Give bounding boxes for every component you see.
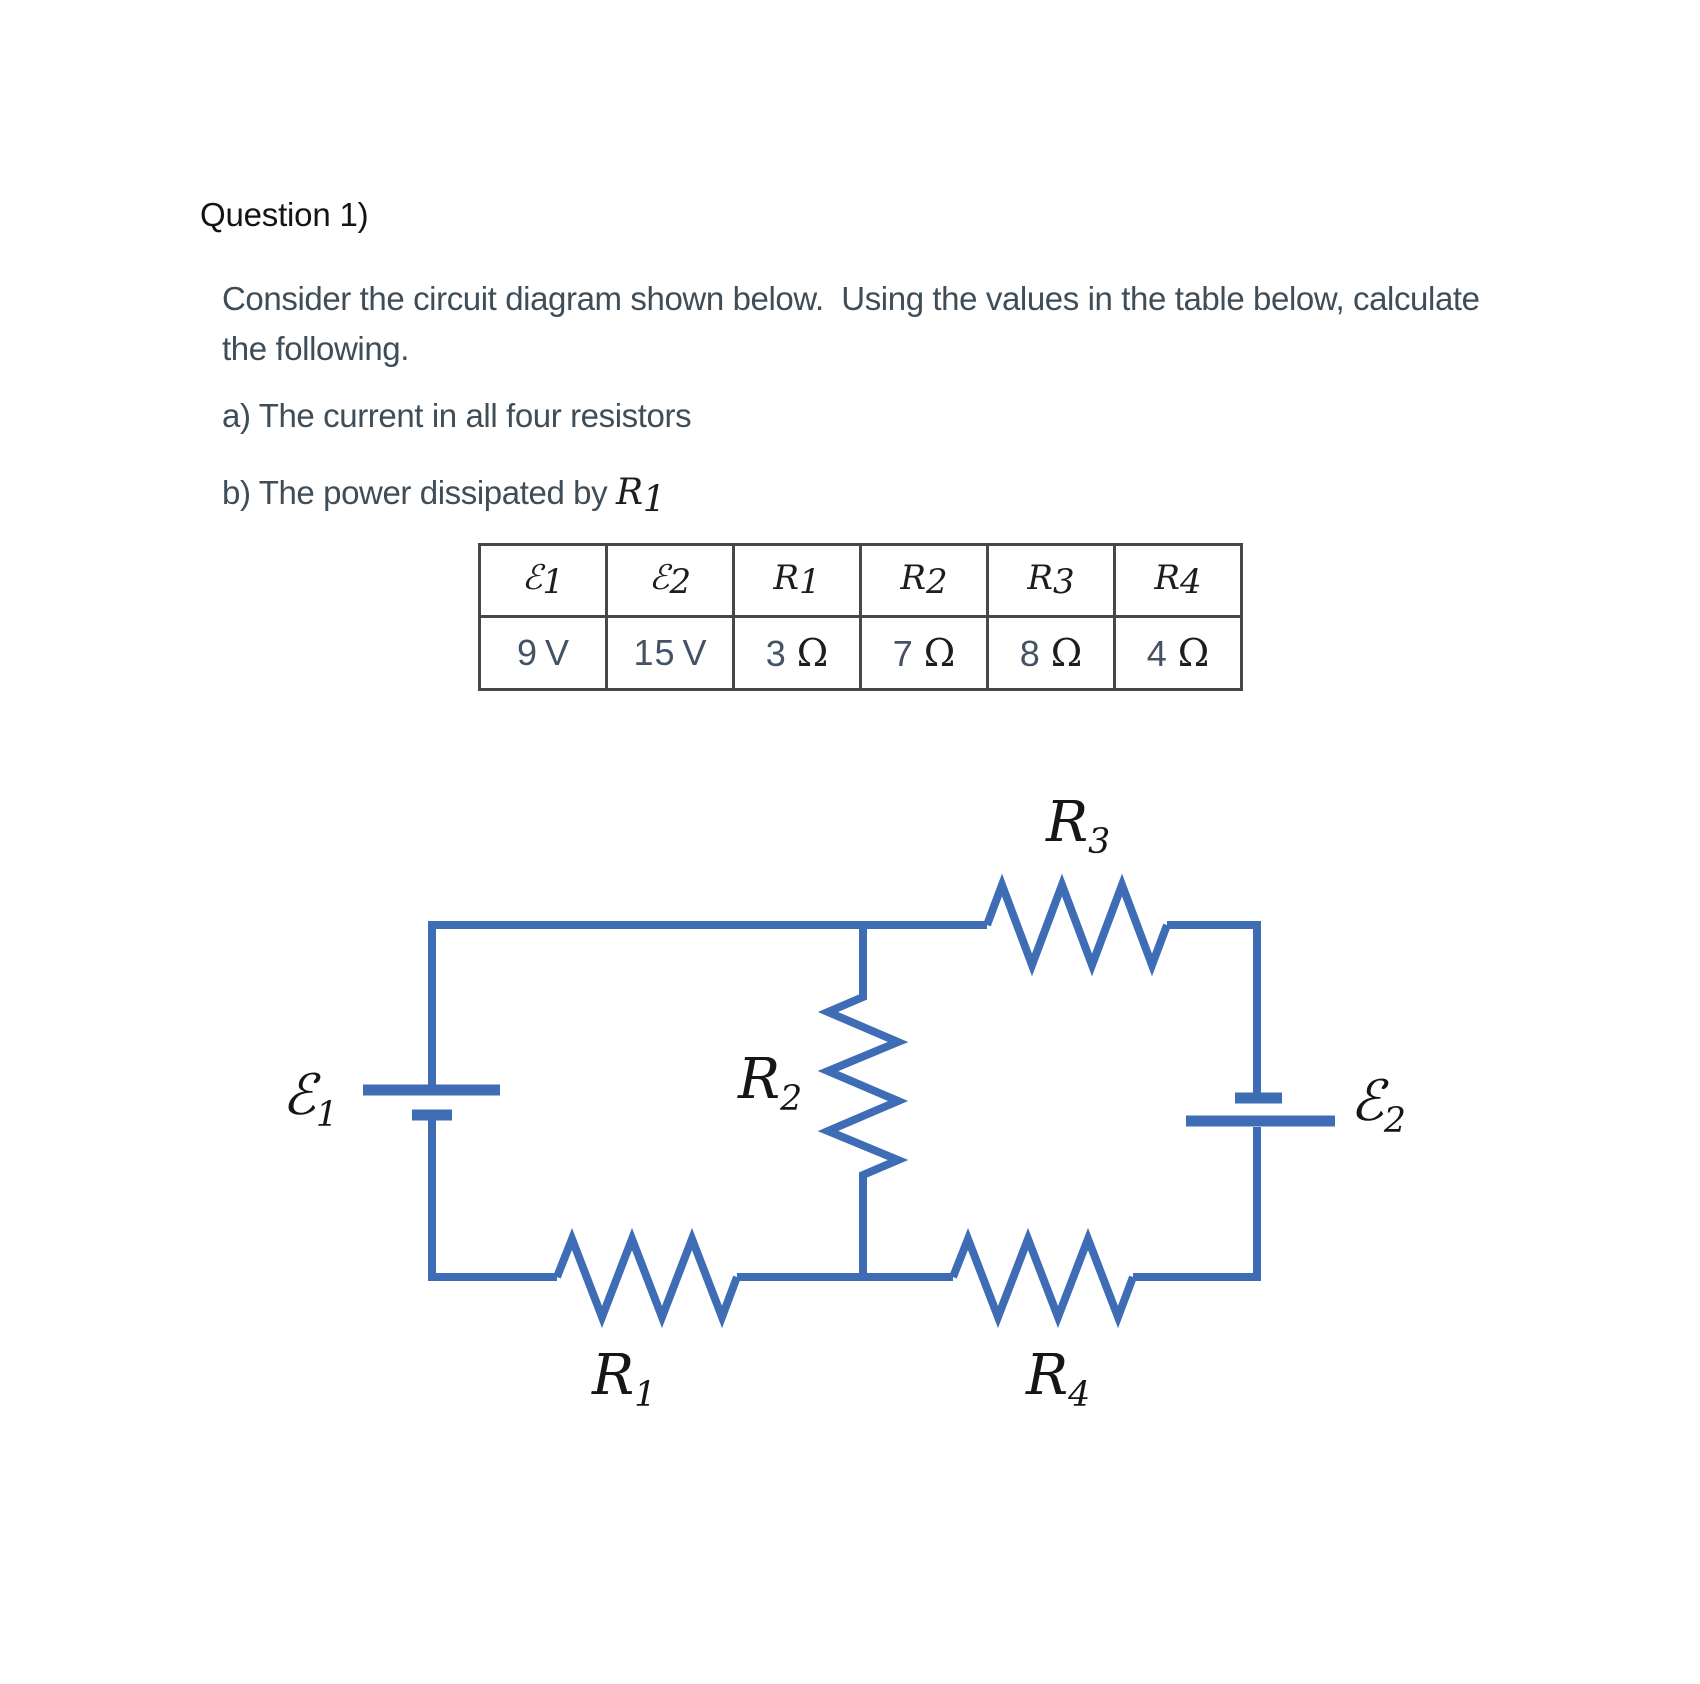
value-cell-e2: 15 V <box>607 617 734 690</box>
label-emf1: ℰ$_1$ <box>282 1063 338 1136</box>
question-heading: Question 1) <box>200 196 369 233</box>
resistor-r3-zigzag <box>987 885 1167 965</box>
header-cell-r3: $R_3$ <box>988 545 1115 617</box>
label-resistor-r1: $R_1$ <box>592 1343 657 1416</box>
header-cell-r4: $R_4$ <box>1115 545 1242 617</box>
resistor-r1-zigzag <box>557 1239 737 1317</box>
value-cell-r3: 8 Ω <box>988 617 1115 690</box>
value-cell-r2: 7 Ω <box>861 617 988 690</box>
value-cell-e1: 9 V <box>480 617 607 690</box>
label-resistor-r3: $R_3$ <box>1046 790 1111 863</box>
part-a-text: a) The current in all four resistors <box>222 397 692 434</box>
label-resistor-r2: $R_2$ <box>738 1047 803 1120</box>
wire-top-right <box>1167 925 1257 1093</box>
header-cell-r1: $R_1$ <box>734 545 861 617</box>
label-resistor-r4: $R_4$ <box>1026 1343 1091 1416</box>
part-b-math-sub: 1 <box>642 479 666 521</box>
intro-text-line1: Consider the circuit diagram shown below. Using the values in the table below, calculate <box>222 280 1480 317</box>
label-emf2: ℰ$_2$ <box>1350 1069 1406 1142</box>
header-cell-r2: $R_2$ <box>861 545 988 617</box>
header-cell-e2: ℰ$_2$ <box>607 545 734 617</box>
resistor-r2-branch <box>828 925 898 1277</box>
value-cell-r1: 3 Ω <box>734 617 861 690</box>
header-cell-e1: ℰ$_1$ <box>480 545 607 617</box>
intro-text-line2: the following. <box>222 330 410 367</box>
part-b-prefix: b) The power dissipated by <box>222 474 616 511</box>
wire-bottom-right <box>1133 1127 1257 1277</box>
wire-bottom-left <box>432 1120 557 1277</box>
part-b-math-base: R <box>615 472 643 513</box>
wire-top-left <box>432 925 987 1085</box>
value-cell-r4: 4 Ω <box>1115 617 1242 690</box>
resistor-r4-zigzag <box>953 1239 1133 1317</box>
